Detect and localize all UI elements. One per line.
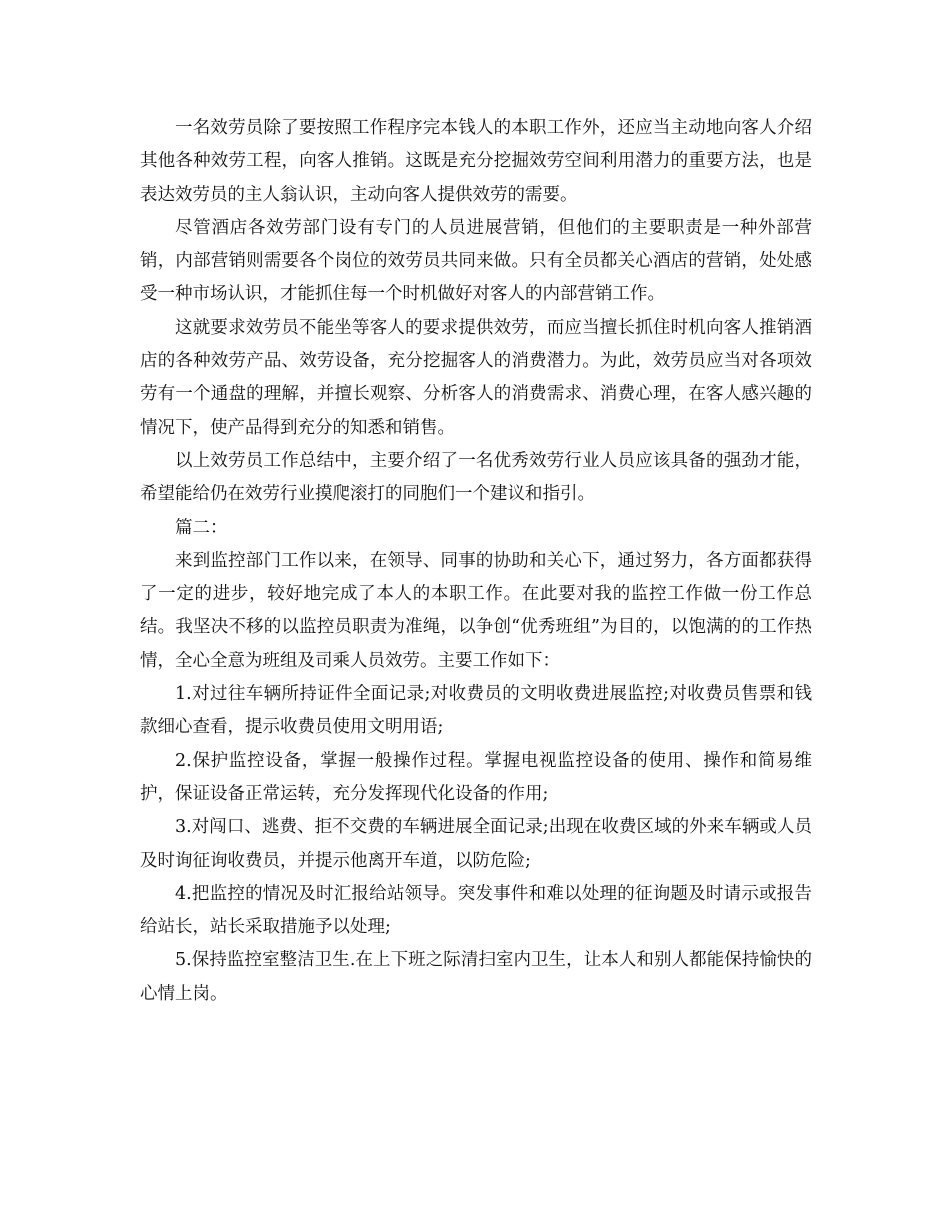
paragraph-service-intro: 一名效劳员除了要按照工作程序完本钱人的本职工作外，还应当主动地向客人介绍其他各种效劳工程，向客人推销。这既是充分挖掘效劳空间利用潜力的重要方法，也是表达效劳员的主人翁认识，主动向客人提供效劳的需要。 xyxy=(140,118,812,205)
paragraph-monitoring-intro: 来到监控部门工作以来，在领导、同事的协助和关心下，通过努力，各方面都获得了一定的进步，较好地完成了本人的本职工作。在此要对我的监控工作做一份工作总结。我坚决不移的以监控员职责为准绳，以争创“优秀班组”为目的，以饱满的的工作热情，全心全意为班组及司乘人员效劳。主要工作如下： xyxy=(140,550,812,671)
paragraph-marketing: 尽管酒店各效劳部门设有专门的人员进展营销，但他们的主要职责是一种外部营销，内部营销则需要各个岗位的效劳员共同来做。只有全员都关心酒店的营销，处处感受一种市场认识，才能抓住每一个时机做好对客人的内部营销工作。 xyxy=(140,217,812,305)
document-body xyxy=(140,112,812,1011)
list-item-5: 5.保持监控室整洁卫生.在上下班之际清扫室内卫生，让本人和别人都能保持愉快的心情上岗。 xyxy=(140,950,812,1004)
paragraph-sales-skills: 这就要求效劳员不能坐等客人的要求提供效劳，而应当擅长抓住时机向客人推销酒店的各种效劳产品、效劳设备，充分挖掘客人的消费潜力。为此，效劳员应当对各项效劳有一个通盘的理解，并擅长观察、分析客人的消费需求、消费心理，在客人感兴趣的情况下，使产品得到充分的知悉和销售。 xyxy=(140,317,812,438)
list-item-3: 3.对闯口、逃费、拒不交费的车辆进展全面记录;出现在收费区域的外来车辆或人员及时询征询收费员，并提示他离开车道，以防危险; xyxy=(140,817,812,871)
section-heading-part-two: 篇二： xyxy=(175,517,228,538)
list-item-4: 4.把监控的情况及时汇报给站领导。突发事件和难以处理的征询题及时请示或报告给站长，站长采取措施予以处理; xyxy=(140,883,812,938)
paragraph-summary: 以上效劳员工作总结中，主要介绍了一名优秀效劳行业人员应该具备的强劲才能，希望能给仍在效劳行业摸爬滚打的同胞们一个建议和指引。 xyxy=(140,450,812,505)
list-item-2: 2.保护监控设备，掌握一般操作过程。掌握电视监控设备的使用、操作和简易维护，保证设备正常运转，充分发挥现代化设备的作用; xyxy=(140,750,812,804)
list-item-1: 1.对过往车辆所持证件全面记录;对收费员的文明收费进展监控;对收费员售票和钱款细心查看，提示收费员使用文明用语; xyxy=(140,684,812,738)
